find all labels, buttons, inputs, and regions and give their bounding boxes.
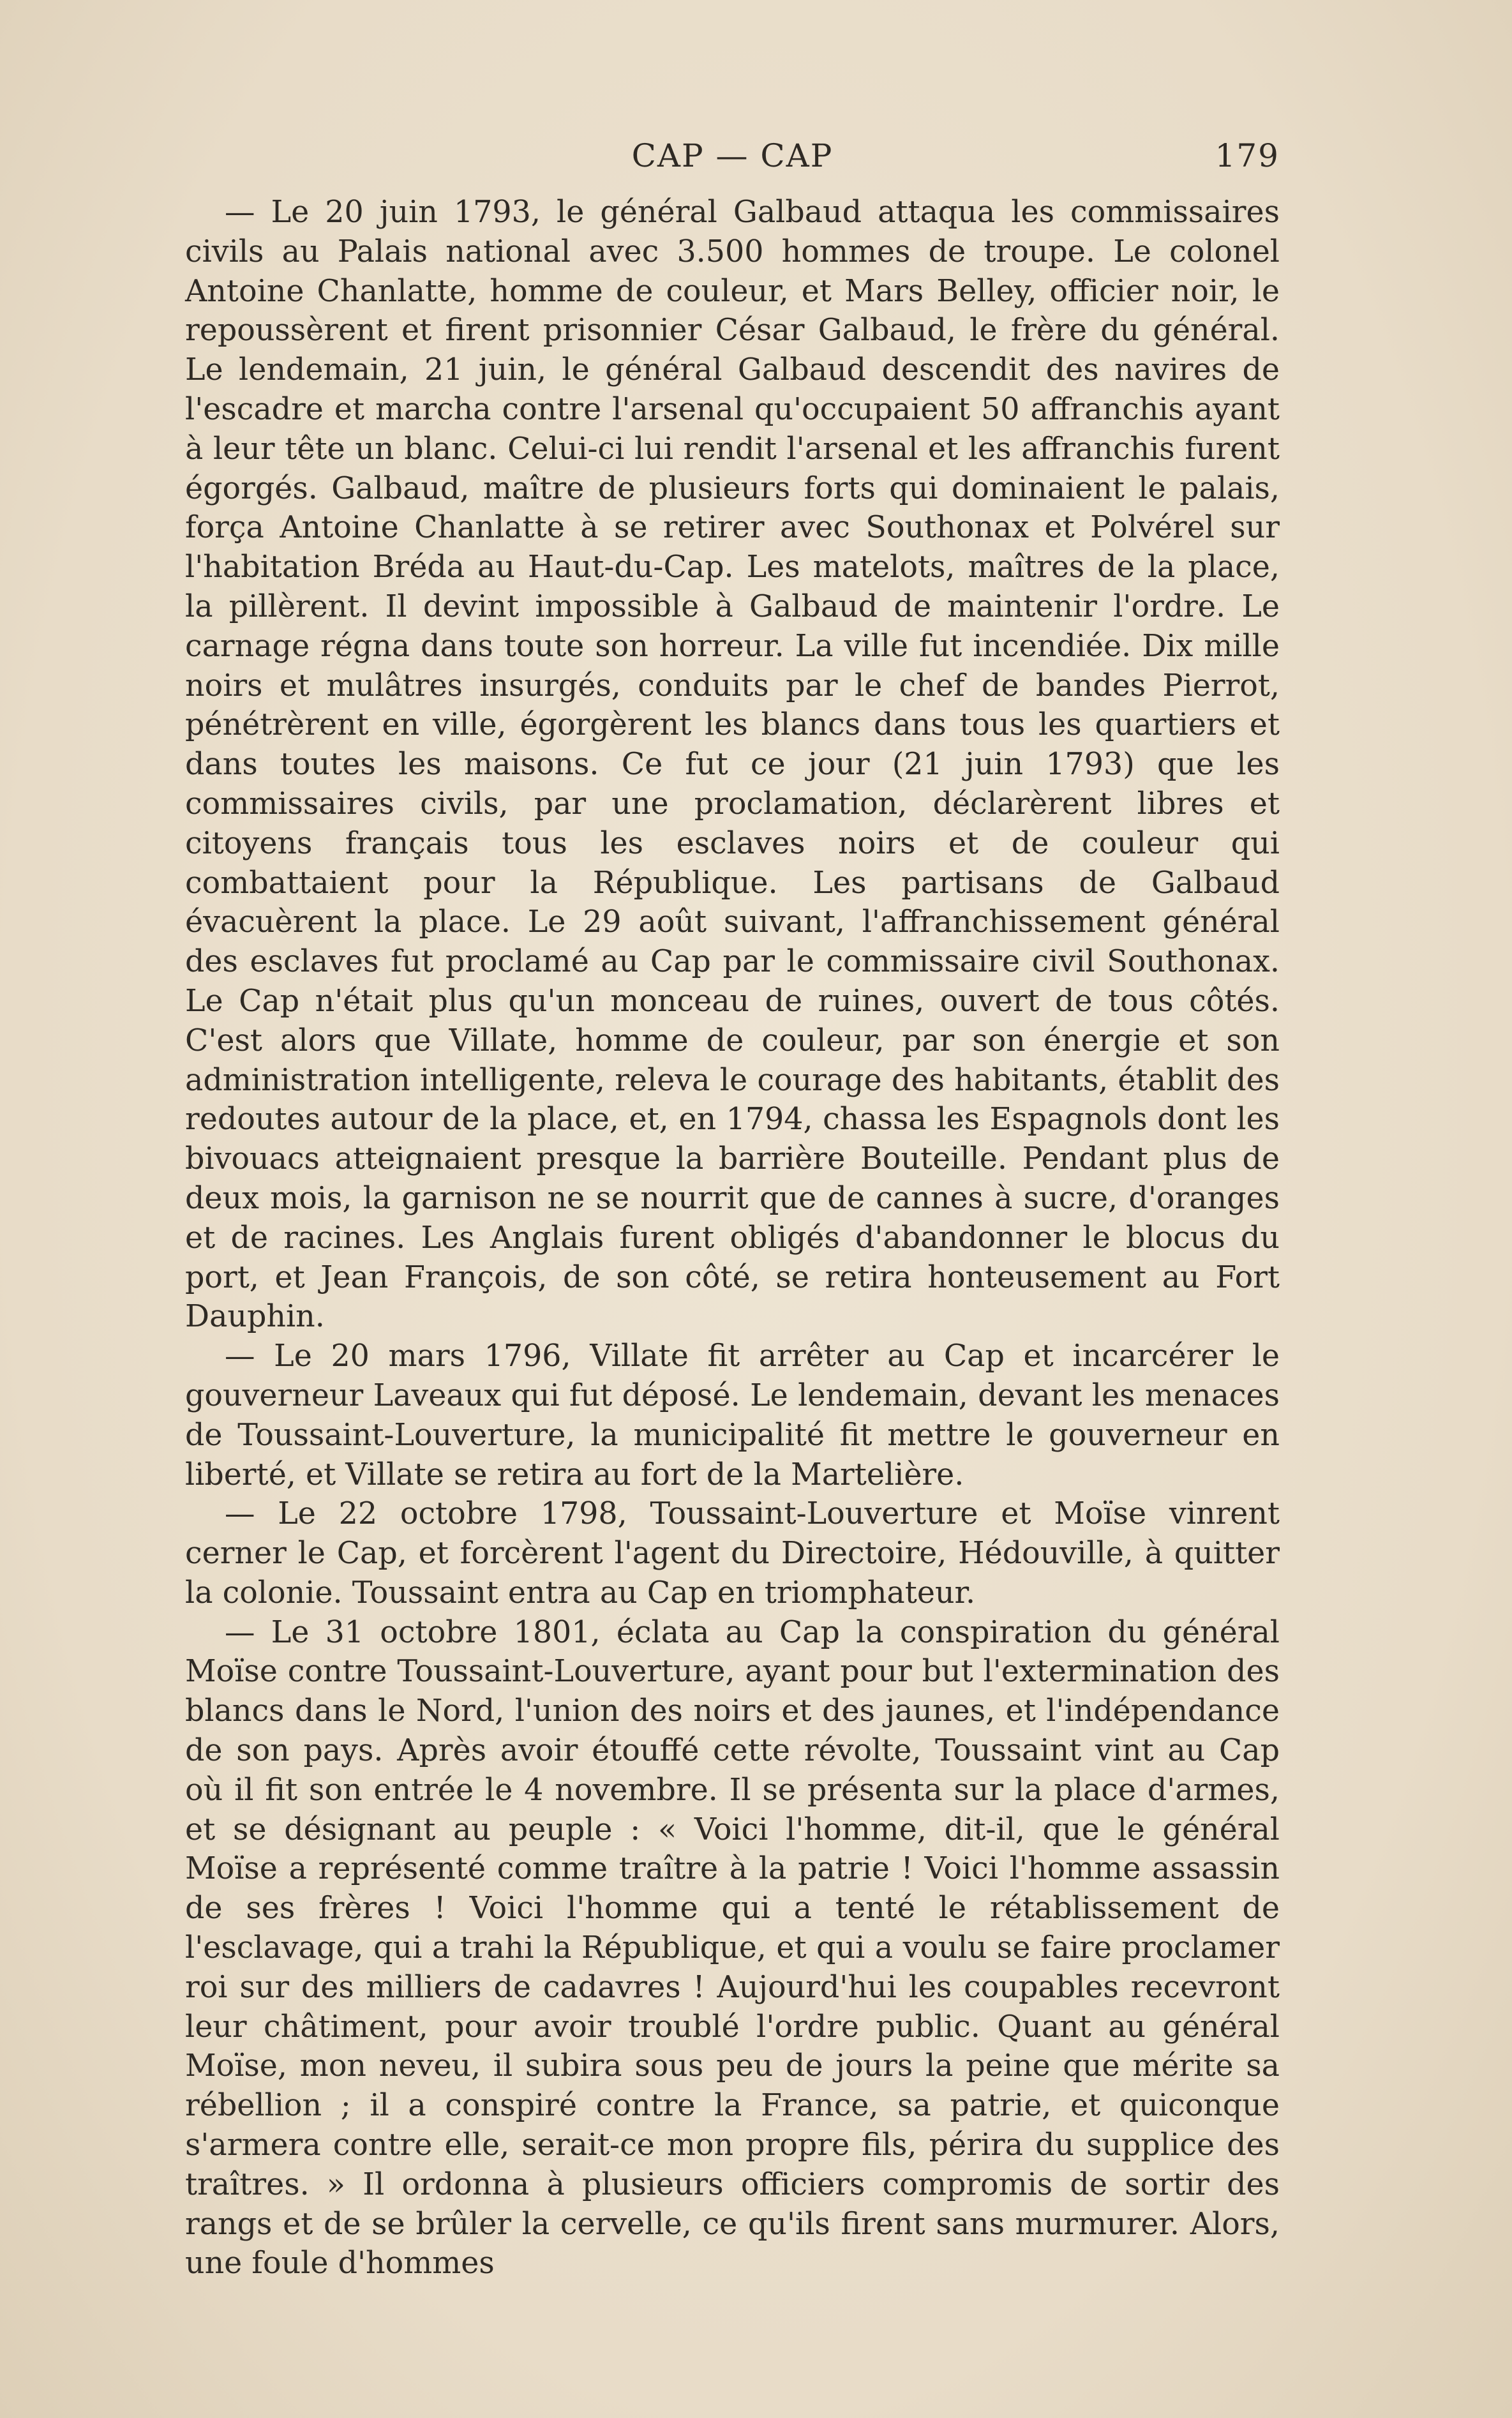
- paragraph: — Le 22 octobre 1798, Toussaint-Louverture et Moïse vinrent cerner le Cap, et forcèrent l'agent du Directoire, Hédouville, à quitter la colonie. Toussaint entra au Cap en triomphateur.: [185, 1496, 1280, 1611]
- header-title: CAP — CAP: [631, 137, 834, 174]
- paragraph: — Le 31 octobre 1801, éclata au Cap la conspiration du général Moïse contre Toussaint-Louverture, ayant pour but l'extermination des blancs dans le Nord, l'union des noirs et des jaunes, et l'indépendance de son pays. Après avoir étouffé cette révolte, Toussaint vint au Cap où il fit son entrée le 4 novembre. Il se présenta sur la place d'armes, et se désignant au peuple : « Voici l'homme, dit-il, que le général Moïse a représenté comme traître à la patrie ! Voici l'homme assassin de ses frères ! Voici l'homme qui a tenté le rétablissement de l'esclavage, qui a trahi la République, et qui a voulu se faire proclamer roi sur des milliers de cadavres ! Aujourd'hui les coupables recevront leur châtiment, pour avoir troublé l'ordre public. Quant au général Moïse, mon neveu, il subira sous peu de jours la peine que mérite sa rébellion ; il a conspiré contre la France, sa patrie, et quiconque s'armera contre elle, serait-ce mon propre fils, périra du supplice des traîtres. » Il ordonna à plusieurs officiers compromis de sortir des rangs et de se brûler la cervelle, ce qu'ils firent sans murmurer. Alors, une foule d'hommes: [185, 1614, 1280, 2281]
- page-number: 179: [1215, 137, 1280, 174]
- body-text: [185, 193, 1280, 2283]
- paragraph: — Le 20 mars 1796, Villate fit arrêter au Cap et incarcérer le gouverneur Laveaux qui fut déposé. Le lendemain, devant les menaces de Toussaint-Louverture, la municipalité fit mettre le gouverneur en liberté, et Villate se retira au fort de la Martelière.: [185, 1339, 1280, 1492]
- paragraph: — Le 20 juin 1793, le général Galbaud attaqua les commissaires civils au Palais national avec 3.500 hommes de troupe. Le colonel Antoine Chanlatte, homme de couleur, et Mars Belley, officier noir, le repoussèrent et firent prisonnier César Galbaud, le frère du général. Le lendemain, 21 juin, le général Galbaud descendit des navires de l'escadre et marcha contre l'arsenal qu'occupaient 50 affranchis ayant à leur tête un blanc. Celui-ci lui rendit l'arsenal et les affranchis furent égorgés. Galbaud, maître de plusieurs forts qui dominaient le palais, força Antoine Chanlatte à se retirer avec Southonax et Polvérel sur l'habitation Bréda au Haut-du-Cap. Les matelots, maîtres de la place, la pillèrent. Il devint impossible à Galbaud de maintenir l'ordre. Le carnage régna dans toute son horreur. La ville fut incendiée. Dix mille noirs et mulâtres insurgés, conduits par le chef de bandes Pierrot, pénétrèrent en ville, égorgèrent les blancs dans tous les quartiers et dans toutes les maisons. Ce fut ce jour (21 juin 1793) que les commissaires civils, par une proclamation, déclarèrent libres et citoyens français tous les esclaves noirs et de couleur qui combattaient pour la République. Les partisans de Galbaud évacuèrent la place. Le 29 août suivant, l'affranchissement général des esclaves fut proclamé au Cap par le commissaire civil Southonax. Le Cap n'était plus qu'un monceau de ruines, ouvert de tous côtés. C'est alors que Villate, homme de couleur, par son énergie et son administration intelligente, releva le courage des habitants, établit des redoutes autour de la place, et, en 1794, chassa les Espagnols dont les bivouacs atteignaient presque la barrière Bouteille. Pendant plus de deux mois, la garnison ne se nourrit que de cannes à sucre, d'oranges et de racines. Les Anglais furent obligés d'abandonner le blocus du port, et Jean François, de son côté, se retira honteusement au Fort Dauphin.: [185, 195, 1280, 1335]
- running-header: [185, 137, 1280, 182]
